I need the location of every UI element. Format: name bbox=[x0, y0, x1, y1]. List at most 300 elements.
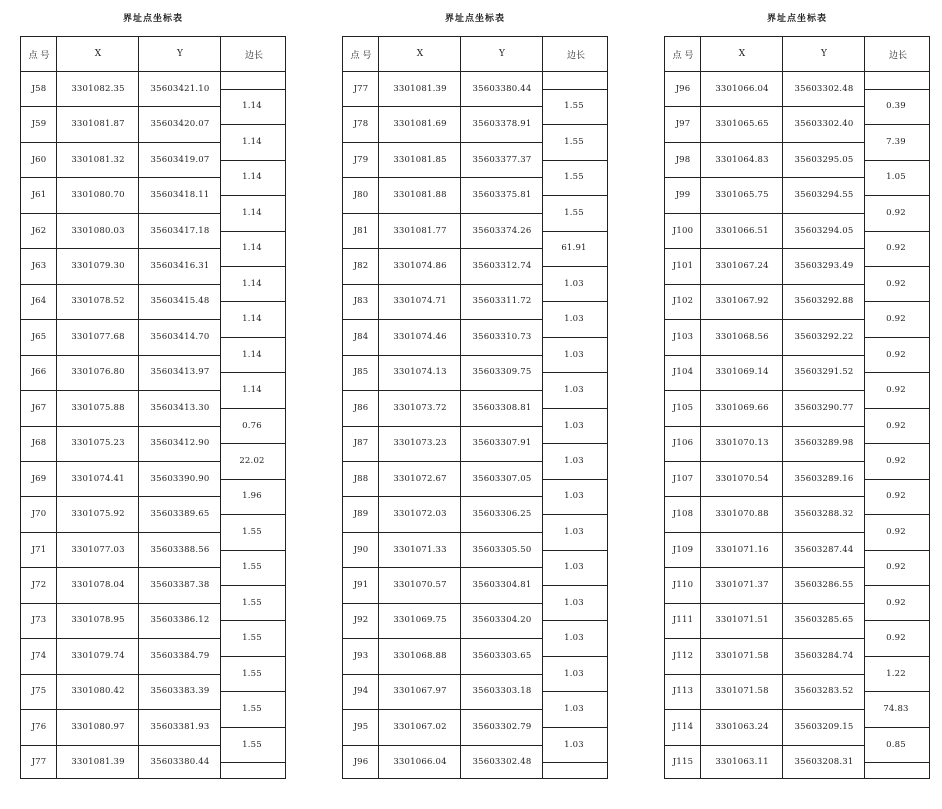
side-length: 1.96 bbox=[242, 491, 262, 502]
side-divider bbox=[543, 514, 607, 515]
y-coordinate: 35603421.10 bbox=[150, 83, 210, 94]
point-id: J103 bbox=[672, 331, 694, 342]
row-divider bbox=[665, 603, 865, 604]
row-divider bbox=[343, 638, 543, 639]
row-divider bbox=[343, 284, 543, 285]
point-id: J64 bbox=[31, 296, 47, 307]
y-coordinate: 35603302.48 bbox=[794, 83, 854, 94]
x-coordinate: 3301074.86 bbox=[393, 260, 447, 271]
point-id: J108 bbox=[672, 509, 694, 520]
point-id: J86 bbox=[353, 402, 369, 413]
side-divider bbox=[865, 762, 929, 763]
side-length: 1.03 bbox=[564, 491, 584, 502]
x-coordinate: 3301079.30 bbox=[71, 260, 125, 271]
header-x: X bbox=[738, 49, 746, 59]
row-divider bbox=[343, 248, 543, 249]
x-coordinate: 3301078.95 bbox=[71, 615, 125, 626]
side-length: 1.03 bbox=[564, 704, 584, 715]
header-point-no: 点 号 bbox=[672, 50, 694, 61]
y-coordinate: 35603304.20 bbox=[472, 615, 532, 626]
x-coordinate: 3301068.56 bbox=[715, 331, 769, 342]
y-coordinate: 35603381.93 bbox=[150, 721, 210, 732]
y-coordinate: 35603307.05 bbox=[472, 473, 532, 484]
x-coordinate: 3301071.16 bbox=[715, 544, 769, 555]
side-divider bbox=[865, 266, 929, 267]
row-divider bbox=[665, 745, 865, 746]
x-coordinate: 3301065.65 bbox=[715, 119, 769, 130]
row-divider bbox=[665, 248, 865, 249]
point-id: J90 bbox=[353, 544, 369, 555]
side-length: 1.55 bbox=[242, 526, 262, 537]
side-length: 1.03 bbox=[564, 633, 584, 644]
point-id: J65 bbox=[31, 331, 47, 342]
y-coordinate: 35603413.30 bbox=[150, 402, 210, 413]
side-length: 0.92 bbox=[886, 597, 906, 608]
row-divider bbox=[343, 603, 543, 604]
x-coordinate: 3301071.37 bbox=[715, 580, 769, 591]
x-coordinate: 3301067.92 bbox=[715, 296, 769, 307]
row-divider bbox=[21, 567, 221, 568]
x-coordinate: 3301080.70 bbox=[71, 190, 125, 201]
y-coordinate: 35603386.12 bbox=[150, 615, 210, 626]
side-divider bbox=[865, 337, 929, 338]
point-id: J63 bbox=[31, 260, 47, 271]
point-id: J105 bbox=[672, 402, 694, 413]
side-divider bbox=[221, 301, 285, 302]
point-id: J95 bbox=[353, 721, 369, 732]
side-divider bbox=[221, 337, 285, 338]
side-divider bbox=[543, 124, 607, 125]
row-divider bbox=[665, 532, 865, 533]
header-point-no: 点 号 bbox=[28, 50, 50, 61]
x-coordinate: 3301080.97 bbox=[71, 721, 125, 732]
y-coordinate: 35603384.79 bbox=[150, 650, 210, 661]
side-length: 1.03 bbox=[564, 349, 584, 360]
y-coordinate: 35603312.74 bbox=[472, 260, 532, 271]
row-divider bbox=[665, 284, 865, 285]
x-coordinate: 3301070.13 bbox=[715, 438, 769, 449]
side-length: 1.14 bbox=[242, 385, 262, 396]
point-id: J83 bbox=[353, 296, 369, 307]
row-divider bbox=[21, 426, 221, 427]
point-id: J79 bbox=[353, 154, 369, 165]
side-divider bbox=[865, 195, 929, 196]
x-coordinate: 3301078.52 bbox=[71, 296, 125, 307]
side-length: 1.03 bbox=[564, 562, 584, 573]
x-coordinate: 3301081.39 bbox=[71, 757, 125, 768]
y-coordinate: 35603306.25 bbox=[472, 509, 532, 520]
header-y: Y bbox=[499, 49, 505, 59]
side-divider bbox=[865, 479, 929, 480]
coordinate-table bbox=[342, 36, 608, 779]
side-length: 7.39 bbox=[886, 136, 906, 147]
row-divider bbox=[665, 319, 865, 320]
point-id: J76 bbox=[31, 721, 47, 732]
row-divider bbox=[665, 709, 865, 710]
side-length: 1.55 bbox=[564, 172, 584, 183]
point-id: J114 bbox=[672, 721, 694, 732]
side-length: 1.14 bbox=[242, 243, 262, 254]
side-divider bbox=[543, 585, 607, 586]
side-length: 0.92 bbox=[886, 385, 906, 396]
row-divider bbox=[665, 638, 865, 639]
x-coordinate: 3301070.54 bbox=[715, 473, 769, 484]
x-coordinate: 3301074.41 bbox=[71, 473, 125, 484]
y-coordinate: 35603416.31 bbox=[150, 260, 210, 271]
table-title: 界址点坐标表 bbox=[766, 14, 827, 24]
side-length: 1.03 bbox=[564, 385, 584, 396]
row-divider bbox=[343, 355, 543, 356]
side-divider bbox=[543, 89, 607, 90]
side-length: 0.92 bbox=[886, 278, 906, 289]
side-divider bbox=[865, 160, 929, 161]
side-divider bbox=[543, 762, 607, 763]
point-id: J69 bbox=[31, 473, 47, 484]
y-coordinate: 35603414.70 bbox=[150, 331, 210, 342]
y-coordinate: 35603377.37 bbox=[472, 154, 532, 165]
point-id: J84 bbox=[353, 331, 369, 342]
point-id: J111 bbox=[672, 615, 694, 626]
x-coordinate: 3301069.14 bbox=[715, 367, 769, 378]
x-coordinate: 3301066.04 bbox=[393, 757, 447, 768]
x-coordinate: 3301073.72 bbox=[393, 402, 447, 413]
point-id: J98 bbox=[675, 154, 691, 165]
side-length: 0.92 bbox=[886, 420, 906, 431]
side-divider bbox=[221, 160, 285, 161]
point-id: J91 bbox=[353, 580, 369, 591]
side-length: 0.92 bbox=[886, 314, 906, 325]
row-divider bbox=[343, 106, 543, 107]
row-divider bbox=[21, 142, 221, 143]
point-id: J110 bbox=[672, 580, 694, 591]
side-divider bbox=[865, 408, 929, 409]
x-coordinate: 3301063.24 bbox=[715, 721, 769, 732]
row-divider bbox=[21, 674, 221, 675]
side-divider bbox=[543, 160, 607, 161]
x-coordinate: 3301071.33 bbox=[393, 544, 447, 555]
table-title: 界址点坐标表 bbox=[122, 14, 183, 24]
side-divider bbox=[221, 231, 285, 232]
y-coordinate: 35603290.77 bbox=[794, 402, 854, 413]
side-length: 1.14 bbox=[242, 314, 262, 325]
side-length: 1.03 bbox=[564, 278, 584, 289]
row-divider bbox=[665, 461, 865, 462]
row-divider bbox=[21, 177, 221, 178]
side-divider bbox=[221, 762, 285, 763]
row-divider bbox=[21, 603, 221, 604]
point-id: J115 bbox=[672, 757, 694, 768]
row-divider bbox=[343, 567, 543, 568]
point-id: J82 bbox=[353, 260, 369, 271]
y-coordinate: 35603288.32 bbox=[794, 509, 854, 520]
side-divider bbox=[543, 337, 607, 338]
side-length: 0.92 bbox=[886, 562, 906, 573]
side-length: 1.14 bbox=[242, 101, 262, 112]
point-id: J93 bbox=[353, 650, 369, 661]
x-coordinate: 3301063.11 bbox=[715, 757, 769, 768]
point-id: J78 bbox=[353, 119, 369, 130]
side-divider bbox=[543, 656, 607, 657]
y-coordinate: 35603291.52 bbox=[794, 367, 854, 378]
point-id: J58 bbox=[31, 83, 47, 94]
row-divider bbox=[343, 745, 543, 746]
x-coordinate: 3301073.23 bbox=[393, 438, 447, 449]
side-length: 1.55 bbox=[242, 562, 262, 573]
y-coordinate: 35603390.90 bbox=[150, 473, 210, 484]
y-coordinate: 35603294.55 bbox=[794, 190, 854, 201]
y-coordinate: 35603295.05 bbox=[794, 154, 854, 165]
y-coordinate: 35603311.72 bbox=[472, 296, 532, 307]
point-id: J100 bbox=[672, 225, 694, 236]
y-coordinate: 35603308.81 bbox=[472, 402, 532, 413]
row-divider bbox=[665, 567, 865, 568]
side-length: 1.55 bbox=[242, 597, 262, 608]
point-id: J73 bbox=[31, 615, 47, 626]
x-coordinate: 3301074.13 bbox=[393, 367, 447, 378]
x-coordinate: 3301082.35 bbox=[71, 83, 125, 94]
side-length: 1.55 bbox=[242, 668, 262, 679]
row-divider bbox=[21, 638, 221, 639]
row-divider bbox=[343, 213, 543, 214]
row-divider bbox=[665, 426, 865, 427]
point-id: J112 bbox=[672, 650, 694, 661]
y-coordinate: 35603289.16 bbox=[794, 473, 854, 484]
row-divider bbox=[21, 461, 221, 462]
side-divider bbox=[221, 195, 285, 196]
side-length: 0.76 bbox=[242, 420, 262, 431]
side-length: 1.03 bbox=[564, 597, 584, 608]
side-length: 61.91 bbox=[561, 243, 587, 254]
point-id: J60 bbox=[31, 154, 47, 165]
header-side-length: 边长 bbox=[888, 50, 907, 61]
row-divider bbox=[665, 390, 865, 391]
x-coordinate: 3301071.58 bbox=[715, 686, 769, 697]
side-divider bbox=[865, 89, 929, 90]
point-id: J80 bbox=[353, 190, 369, 201]
y-coordinate: 35603418.11 bbox=[150, 190, 210, 201]
point-id: J107 bbox=[672, 473, 694, 484]
side-divider bbox=[865, 620, 929, 621]
side-divider bbox=[865, 301, 929, 302]
x-coordinate: 3301072.67 bbox=[393, 473, 447, 484]
row-divider bbox=[343, 461, 543, 462]
side-divider bbox=[865, 550, 929, 551]
y-coordinate: 35603374.26 bbox=[472, 225, 532, 236]
side-divider bbox=[221, 89, 285, 90]
row-divider bbox=[21, 496, 221, 497]
point-id: J61 bbox=[31, 190, 47, 201]
row-divider bbox=[21, 106, 221, 107]
y-coordinate: 35603419.07 bbox=[150, 154, 210, 165]
y-coordinate: 35603389.65 bbox=[150, 509, 210, 520]
x-coordinate: 3301067.97 bbox=[393, 686, 447, 697]
row-divider bbox=[21, 532, 221, 533]
header-x: X bbox=[416, 49, 424, 59]
x-coordinate: 3301081.69 bbox=[393, 119, 447, 130]
side-length: 1.14 bbox=[242, 278, 262, 289]
point-id: J59 bbox=[31, 119, 47, 130]
row-divider bbox=[21, 745, 221, 746]
y-coordinate: 35603303.65 bbox=[472, 650, 532, 661]
x-coordinate: 3301074.71 bbox=[393, 296, 447, 307]
point-id: J104 bbox=[672, 367, 694, 378]
side-length: 1.22 bbox=[886, 668, 906, 679]
point-id: J88 bbox=[353, 473, 369, 484]
row-divider bbox=[343, 319, 543, 320]
y-coordinate: 35603302.48 bbox=[472, 757, 532, 768]
side-length: 1.03 bbox=[564, 420, 584, 431]
side-divider bbox=[865, 585, 929, 586]
row-divider bbox=[665, 213, 865, 214]
side-length: 1.03 bbox=[564, 739, 584, 750]
side-length: 0.92 bbox=[886, 207, 906, 218]
y-coordinate: 35603302.79 bbox=[472, 721, 532, 732]
point-id: J97 bbox=[675, 119, 691, 130]
side-length: 74.83 bbox=[883, 704, 909, 715]
side-divider bbox=[543, 301, 607, 302]
row-divider bbox=[343, 674, 543, 675]
point-id: J101 bbox=[672, 260, 694, 271]
x-coordinate: 3301070.57 bbox=[393, 580, 447, 591]
y-coordinate: 35603287.44 bbox=[794, 544, 854, 555]
side-length: 1.55 bbox=[564, 101, 584, 112]
side-length: 1.55 bbox=[242, 633, 262, 644]
side-length: 1.55 bbox=[564, 207, 584, 218]
side-divider bbox=[221, 727, 285, 728]
y-coordinate: 35603309.75 bbox=[472, 367, 532, 378]
point-id: J68 bbox=[31, 438, 47, 449]
side-length: 0.92 bbox=[886, 349, 906, 360]
point-id: J89 bbox=[353, 509, 369, 520]
header-point-no: 点 号 bbox=[350, 50, 372, 61]
point-id: J85 bbox=[353, 367, 369, 378]
y-coordinate: 35603294.05 bbox=[794, 225, 854, 236]
y-coordinate: 35603375.81 bbox=[472, 190, 532, 201]
row-divider bbox=[21, 248, 221, 249]
side-length: 1.55 bbox=[242, 739, 262, 750]
point-id: J71 bbox=[31, 544, 47, 555]
side-divider bbox=[543, 479, 607, 480]
y-coordinate: 35603292.22 bbox=[794, 331, 854, 342]
side-divider bbox=[543, 620, 607, 621]
side-length: 0.92 bbox=[886, 243, 906, 254]
y-coordinate: 35603378.91 bbox=[472, 119, 532, 130]
row-divider bbox=[343, 532, 543, 533]
side-length: 0.92 bbox=[886, 455, 906, 466]
x-coordinate: 3301064.83 bbox=[715, 154, 769, 165]
row-divider bbox=[21, 355, 221, 356]
side-divider bbox=[221, 124, 285, 125]
side-divider bbox=[865, 443, 929, 444]
side-length: 22.02 bbox=[239, 455, 265, 466]
point-id: J96 bbox=[353, 757, 369, 768]
point-id: J109 bbox=[672, 544, 694, 555]
y-coordinate: 35603293.49 bbox=[794, 260, 854, 271]
side-divider bbox=[221, 372, 285, 373]
row-divider bbox=[21, 284, 221, 285]
x-coordinate: 3301081.32 bbox=[71, 154, 125, 165]
y-coordinate: 35603387.38 bbox=[150, 580, 210, 591]
row-divider bbox=[343, 142, 543, 143]
point-id: J77 bbox=[31, 757, 47, 768]
coordinate-table bbox=[20, 36, 286, 779]
x-coordinate: 3301067.02 bbox=[393, 721, 447, 732]
row-divider bbox=[343, 496, 543, 497]
side-length: 1.14 bbox=[242, 349, 262, 360]
side-divider bbox=[543, 550, 607, 551]
point-id: J67 bbox=[31, 402, 47, 413]
point-id: J62 bbox=[31, 225, 47, 236]
row-divider bbox=[21, 709, 221, 710]
row-divider bbox=[343, 426, 543, 427]
row-divider bbox=[665, 496, 865, 497]
side-length: 1.55 bbox=[242, 704, 262, 715]
side-length: 0.39 bbox=[886, 101, 906, 112]
point-id: J74 bbox=[31, 650, 47, 661]
y-coordinate: 35603305.50 bbox=[472, 544, 532, 555]
point-id: J106 bbox=[672, 438, 694, 449]
y-coordinate: 35603289.98 bbox=[794, 438, 854, 449]
header-y: Y bbox=[821, 49, 827, 59]
x-coordinate: 3301069.66 bbox=[715, 402, 769, 413]
side-divider bbox=[865, 231, 929, 232]
x-coordinate: 3301066.04 bbox=[715, 83, 769, 94]
point-id: J92 bbox=[353, 615, 369, 626]
x-coordinate: 3301075.88 bbox=[71, 402, 125, 413]
y-coordinate: 35603209.15 bbox=[794, 721, 854, 732]
y-coordinate: 35603388.56 bbox=[150, 544, 210, 555]
side-divider bbox=[221, 620, 285, 621]
side-divider bbox=[543, 266, 607, 267]
x-coordinate: 3301075.92 bbox=[71, 509, 125, 520]
side-length: 1.03 bbox=[564, 314, 584, 325]
side-divider bbox=[543, 408, 607, 409]
y-coordinate: 35603283.52 bbox=[794, 686, 854, 697]
side-length: 1.03 bbox=[564, 455, 584, 466]
y-coordinate: 35603292.88 bbox=[794, 296, 854, 307]
y-coordinate: 35603208.31 bbox=[794, 757, 854, 768]
header-side-length: 边长 bbox=[244, 50, 263, 61]
side-divider bbox=[865, 124, 929, 125]
point-id: J113 bbox=[672, 686, 694, 697]
x-coordinate: 3301067.24 bbox=[715, 260, 769, 271]
x-coordinate: 3301081.88 bbox=[393, 190, 447, 201]
side-divider bbox=[865, 656, 929, 657]
y-coordinate: 35603284.74 bbox=[794, 650, 854, 661]
side-length: 0.92 bbox=[886, 633, 906, 644]
x-coordinate: 3301065.75 bbox=[715, 190, 769, 201]
x-coordinate: 3301081.39 bbox=[393, 83, 447, 94]
x-coordinate: 3301077.68 bbox=[71, 331, 125, 342]
x-coordinate: 3301081.87 bbox=[71, 119, 125, 130]
x-coordinate: 3301072.03 bbox=[393, 509, 447, 520]
side-length: 1.03 bbox=[564, 526, 584, 537]
y-coordinate: 35603420.07 bbox=[150, 119, 210, 130]
x-coordinate: 3301076.80 bbox=[71, 367, 125, 378]
row-divider bbox=[665, 106, 865, 107]
y-coordinate: 35603380.44 bbox=[150, 757, 210, 768]
x-coordinate: 3301077.03 bbox=[71, 544, 125, 555]
point-id: J81 bbox=[353, 225, 369, 236]
side-divider bbox=[221, 266, 285, 267]
y-coordinate: 35603286.55 bbox=[794, 580, 854, 591]
row-divider bbox=[665, 177, 865, 178]
row-divider bbox=[343, 709, 543, 710]
point-id: J102 bbox=[672, 296, 694, 307]
x-coordinate: 3301081.85 bbox=[393, 154, 447, 165]
point-id: J70 bbox=[31, 509, 47, 520]
side-divider bbox=[221, 656, 285, 657]
